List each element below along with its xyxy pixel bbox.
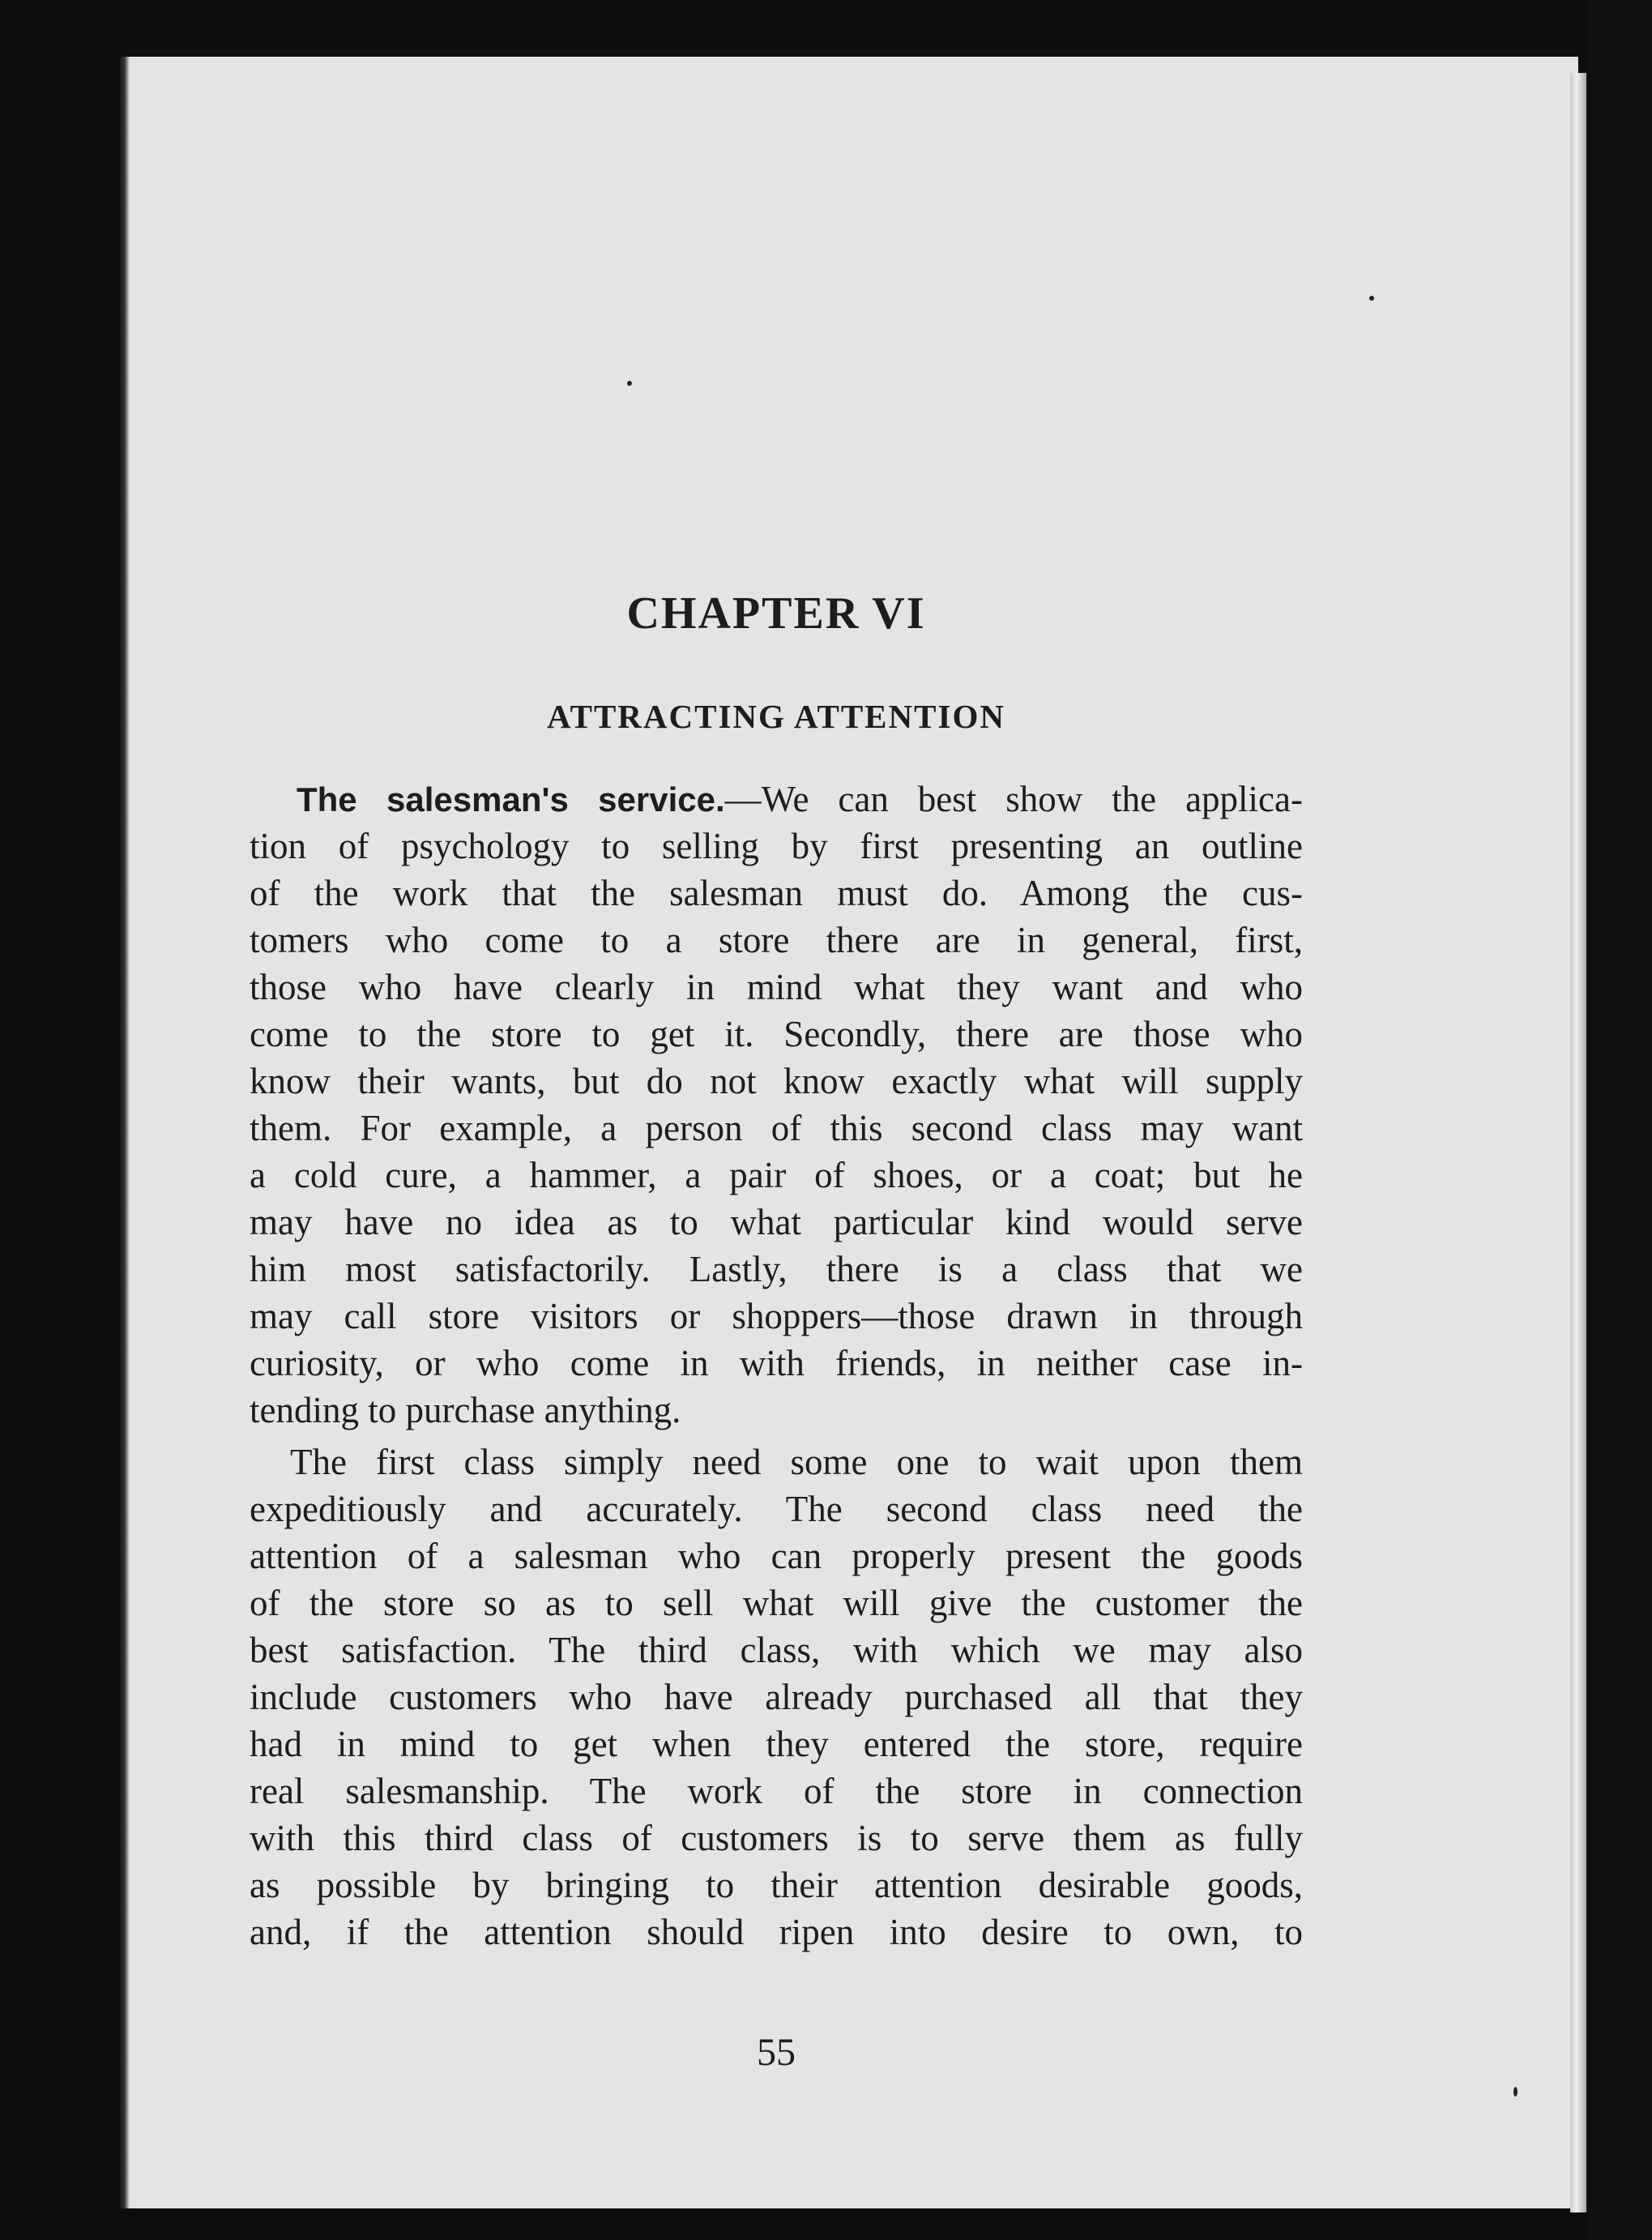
page-binding-edge (120, 57, 130, 2208)
paragraph-line: may have no idea as to what particular kind would serve (250, 1202, 1303, 1242)
page-number: 55 (757, 2031, 796, 2074)
line-text: —We can best show the applica- (724, 779, 1303, 819)
paragraph-line: as possible by bringing to their attention desirable goods, (250, 1865, 1303, 1905)
paragraph-line: attention of a salesman who can properly present the goods (250, 1536, 1303, 1576)
scan-speck (1369, 296, 1374, 301)
paragraph-line (250, 776, 1303, 823)
paragraph-line: them. For example, a person of this second class may want (250, 1108, 1303, 1148)
paragraph-line: may call store visitors or shoppers—those drawn in through (250, 1296, 1303, 1336)
scan-speck (1513, 2087, 1518, 2097)
paragraph-line: a cold cure, a hammer, a pair of shoes, or a coat; but he (250, 1155, 1303, 1195)
paragraph-line: The first class simply need some one to wait upon them (290, 1442, 1303, 1482)
paragraph-line: tion of psychology to selling by first presenting an outline (250, 826, 1303, 866)
paragraph-line: of the work that the salesman must do. Among the cus- (250, 873, 1303, 913)
paragraph-line: curiosity, or who come in with friends, in neither case in- (250, 1343, 1303, 1383)
paragraph-line: those who have clearly in mind what they want and who (250, 967, 1303, 1007)
runin-heading: The salesman's service. (297, 780, 725, 819)
paragraph-line: come to the store to get it. Secondly, there are those who (250, 1014, 1303, 1054)
scan-right-margin (1586, 0, 1652, 2240)
paragraph-line: know their wants, but do not know exactly what will supply (250, 1061, 1303, 1101)
paragraph-line: real salesmanship. The work of the store in connection (250, 1771, 1303, 1811)
paragraph-line: of the store so as to sell what will give the customer the (250, 1583, 1303, 1623)
paragraph-line: best satisfaction. The third class, with which we may also (250, 1630, 1303, 1670)
chapter-title: CHAPTER VI (626, 588, 926, 639)
paragraph-line: tending to purchase anything. (250, 1390, 681, 1430)
scan-speck (627, 381, 632, 386)
paragraph-line: expeditiously and accurately. The second class need the (250, 1489, 1303, 1529)
paragraph-line: tomers who come to a store there are in general, first, (250, 920, 1303, 960)
paragraph-line: and, if the attention should ripen into desire to own, to (250, 1912, 1303, 1952)
paragraph-line: include customers who have already purchased all that they (250, 1677, 1303, 1717)
paragraph-line: had in mind to get when they entered the store, require (250, 1724, 1303, 1764)
paragraph-line: with this third class of customers is to serve them as fully (250, 1818, 1303, 1858)
paragraph-line: him most satisfactorily. Lastly, there is a class that we (250, 1249, 1303, 1289)
chapter-subtitle: ATTRACTING ATTENTION (547, 698, 1005, 735)
page-right-edge (1570, 73, 1586, 2212)
